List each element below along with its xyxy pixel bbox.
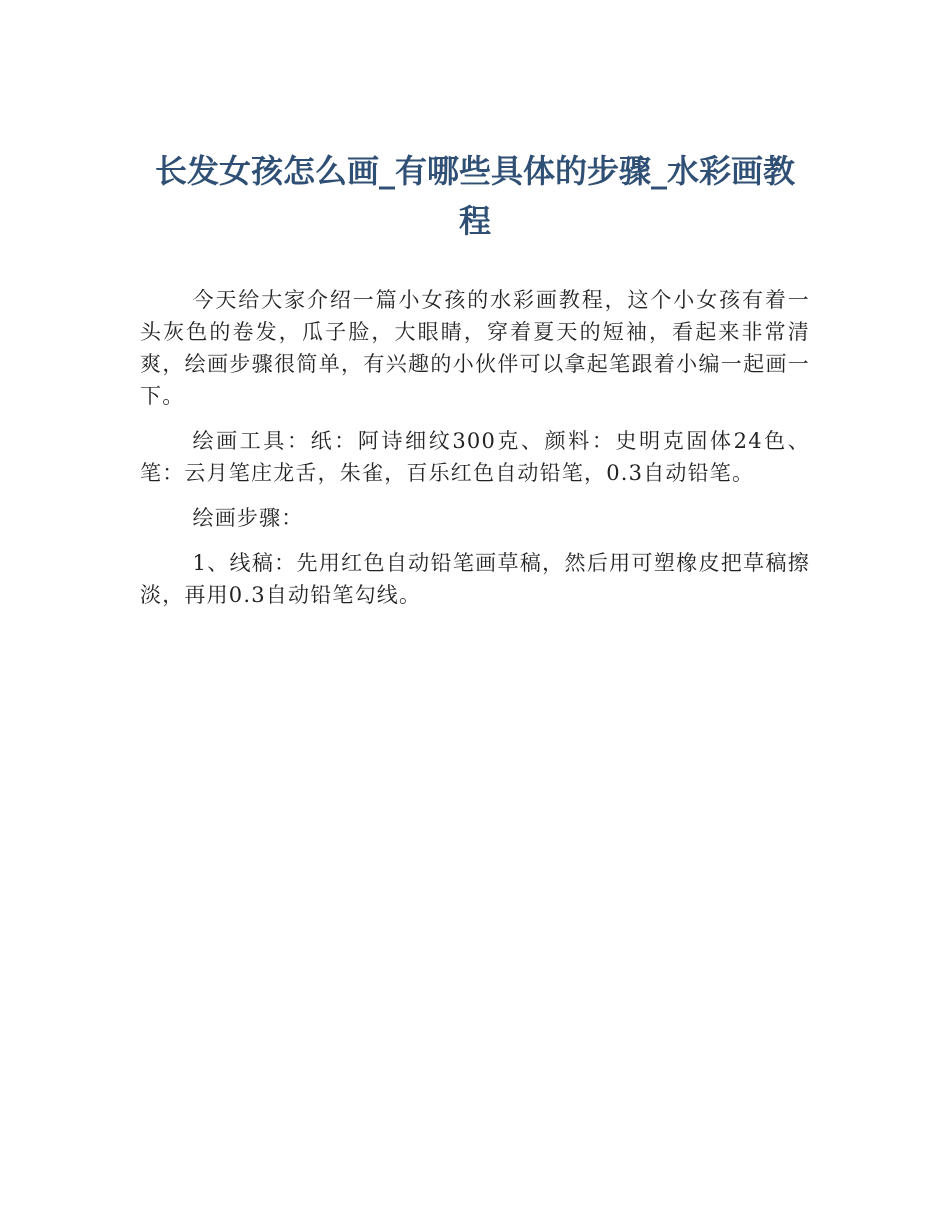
paragraph-tools: 绘画工具：纸：阿诗细纹300克、颜料：史明克固体24色、笔：云月笔庄龙舌，朱雀，百乐红色自动铅笔，0.3自动铅笔。 — [140, 429, 810, 485]
paragraph-step-1: 1、线稿：先用红色自动铅笔画草稿，然后用可塑橡皮把草稿擦淡，再用0.3自动铅笔勾线。 — [140, 551, 810, 607]
paragraph-intro: 今天给大家介绍一篇小女孩的水彩画教程，这个小女孩有着一头灰色的卷发，瓜子脸，大眼睛，穿着夏天的短袖，看起来非常清爽，绘画步骤很简单，有兴趣的小伙伴可以拿起笔跟着小编一起画一下。 — [140, 288, 810, 408]
paragraph-steps-heading: 绘画步骤： — [192, 506, 304, 530]
document-title: 长发女孩怎么画_有哪些具体的步骤_水彩画教程 — [154, 152, 795, 240]
document-body — [140, 284, 810, 624]
